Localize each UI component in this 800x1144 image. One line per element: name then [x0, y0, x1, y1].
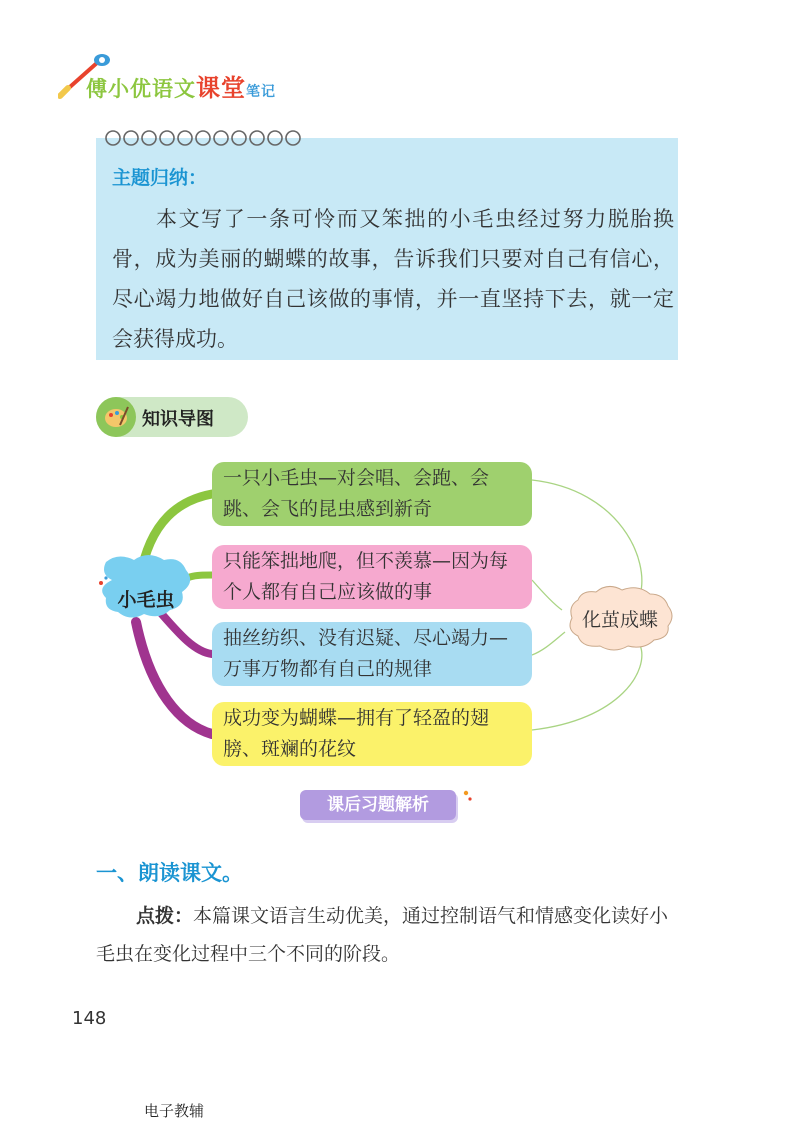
header-title-part1: 傅小优语文 [86, 77, 196, 101]
mind-map-branch-2: 只能笨拙地爬，但不羡慕—因为每个人都有自己应该做的事 [212, 545, 532, 609]
exercise-title: 一、朗读课文。 [96, 861, 243, 885]
theme-text: 本文写了一条可怜而又笨拙的小毛虫经过努力脱胎换骨，成为美丽的蝴蝶的故事，告诉我们只要对自己有信心，尽心竭力地做好自己该做的事情，并一直坚持下去，就一定会获得成功。 [112, 207, 674, 351]
page-number: 148 [72, 1008, 107, 1029]
tip-text: 本篇课文语言生动优美，通过控制语气和情感变化读好小毛虫在变化过程中三个不同的阶段。 [96, 905, 669, 965]
footer-label: 电子教辅 [144, 1102, 205, 1120]
mind-map-branch-4: 成功变为蝴蝶—拥有了轻盈的翅膀、斑斓的花纹 [212, 702, 532, 766]
mind-map-branch-3: 抽丝纺织、没有迟疑、尽心竭力—万事万物都有自己的规律 [212, 622, 532, 686]
mind-map-branch-1: 一只小毛虫—对会唱、会跑、会跳、会飞的昆虫感到新奇 [212, 462, 532, 526]
exercise-tip [96, 897, 686, 973]
section-badge: 课后习题解析 [300, 790, 456, 820]
knowledge-map-title: 知识导图 [142, 409, 214, 430]
theme-title: 主题归纳： [112, 167, 208, 189]
mind-map-result-node: 化茧成蝶 [581, 609, 658, 631]
mind-map-center-node: 小毛虫 [117, 589, 175, 611]
header-title-part3: 笔记 [246, 84, 276, 100]
header-title-part2: 课堂 [196, 74, 246, 102]
tip-label: 点拨： [136, 905, 194, 927]
